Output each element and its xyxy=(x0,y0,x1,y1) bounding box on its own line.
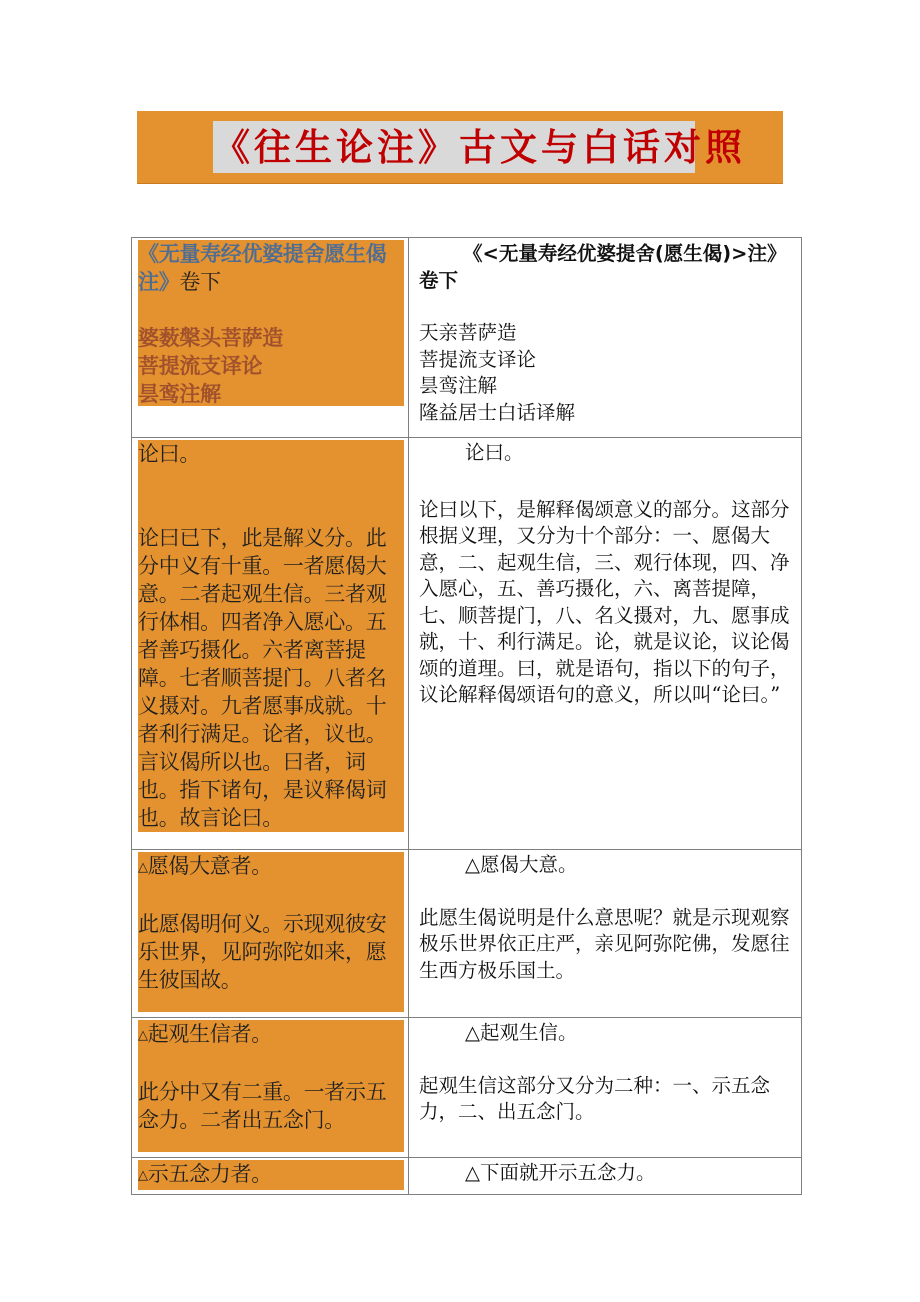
comparison-table xyxy=(131,237,802,1195)
table-row xyxy=(132,1018,802,1158)
classical-title: 《无量寿经优婆提舍愿生偈注》 xyxy=(138,242,387,294)
vernacular-body: 起观生信这部分又分为二种：一、示五念力，二、出五念门。 xyxy=(419,1073,771,1123)
classical-body: 此愿偈明何义。示现观彼安乐世界，见阿弥陀如来，愿生彼国故。 xyxy=(138,912,387,992)
classical-volume: 卷下 xyxy=(179,270,221,294)
triangle-marker: △ xyxy=(138,1028,148,1043)
classical-body: 此分中又有二重。一者示五念力。二者出五念门。 xyxy=(138,1080,387,1132)
vernacular-cell xyxy=(409,1018,802,1158)
classical-text xyxy=(138,1020,404,1152)
vernacular-heading: 论曰。 xyxy=(465,441,524,464)
vernacular-text xyxy=(419,440,795,709)
classical-heading: 起观生信者。 xyxy=(147,1022,272,1046)
title-banner xyxy=(137,111,783,184)
vernacular-author: 天亲菩萨造 xyxy=(419,321,517,344)
classical-cell xyxy=(132,238,409,438)
table-row xyxy=(132,850,802,1018)
classical-commentator: 昙鸾注解 xyxy=(138,382,221,406)
vernacular-heading: △下面就开示五念力。 xyxy=(465,1161,656,1184)
classical-text xyxy=(138,852,404,1012)
classical-body: 论曰已下，此是解义分。此分中义有十重。一者愿偈大意。二者起观生信。三者观行体相。四者净入愿心。五者善巧摄化。六者离菩提障。七者顺菩提门。八者名义摄对。九者愿事成就。十者利行满足。论者，议也。言议偈所以也。曰者，词也。指下诸句，是议释偈词也。故言论曰。 xyxy=(138,526,387,830)
vernacular-cell xyxy=(409,1158,802,1195)
table-row xyxy=(132,238,802,438)
vernacular-heading: △起观生信。 xyxy=(465,1021,578,1044)
vernacular-text xyxy=(419,1020,795,1126)
vernacular-cell xyxy=(409,438,802,850)
vernacular-cell xyxy=(409,238,802,438)
classical-translator: 菩提流支译论 xyxy=(138,354,263,378)
vernacular-body: 此愿生偈说明是什么意思呢？就是示现观察极乐世界依正庄严，亲见阿弥陀佛，发愿往生西方极乐国土。 xyxy=(419,905,790,982)
classical-text xyxy=(138,440,404,832)
classical-heading: 愿偈大意者。 xyxy=(147,854,272,878)
vernacular-commentator: 昙鸾注解 xyxy=(419,374,498,397)
classical-heading: 论曰。 xyxy=(138,442,201,466)
classical-cell xyxy=(132,850,409,1018)
classical-text xyxy=(138,1160,404,1190)
classical-cell xyxy=(132,438,409,850)
classical-cell xyxy=(132,1018,409,1158)
vernacular-text xyxy=(419,852,795,984)
table-row xyxy=(132,438,802,850)
triangle-marker: △ xyxy=(138,1168,148,1183)
vernacular-body: 论曰以下，是解释偈颂意义的部分。这部分根据义理，又分为十个部分：一、愿偈大意，二、起观生信，三、观行体现，四、净入愿心，五、善巧摄化，六、离菩提障，七、顺菩提门，八、名义摄对，九、愿事成就，十、利行满足。论，就是议论，议论偈颂的道理。曰，就是语句，指以下的句子，议论解释偈颂语句的意义，所以叫“论曰。” xyxy=(419,497,790,706)
triangle-marker: △ xyxy=(138,860,148,875)
classical-author: 婆薮槃头菩萨造 xyxy=(138,326,283,350)
classical-cell xyxy=(132,1158,409,1195)
vernacular-text xyxy=(419,240,795,426)
vernacular-text xyxy=(419,1160,795,1187)
vernacular-cell xyxy=(409,850,802,1018)
vernacular-interpreter: 隆益居士白话译解 xyxy=(419,400,576,424)
vernacular-title: 《<无量寿经优婆提舍(愿生偈)>注》卷下 xyxy=(419,242,787,292)
vernacular-heading: △愿偈大意。 xyxy=(465,853,578,876)
page-title: 《往生论注》古文与白话对照 xyxy=(213,121,695,173)
table-row xyxy=(132,1158,802,1195)
classical-text xyxy=(138,240,404,406)
vernacular-translator: 菩提流支译论 xyxy=(419,347,537,371)
classical-heading: 示五念力者。 xyxy=(147,1162,272,1186)
